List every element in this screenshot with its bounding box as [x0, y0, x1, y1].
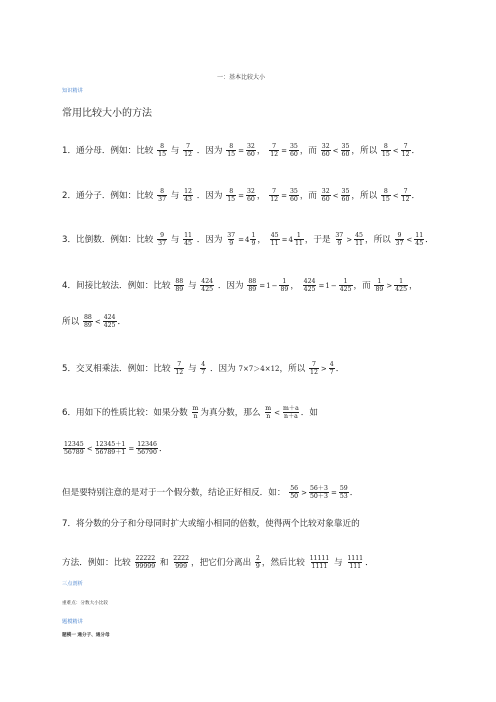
denominator: 9 — [251, 240, 256, 247]
fraction — [346, 555, 364, 570]
fraction — [374, 278, 384, 293]
denominator: 9 — [229, 240, 234, 247]
denominator: 89 — [83, 322, 92, 329]
numerator: 7 — [177, 361, 182, 368]
numerator: 56＋3 — [309, 485, 328, 492]
numerator: 2 — [255, 555, 260, 562]
fraction — [103, 314, 117, 329]
numerator: 56 — [290, 485, 299, 492]
denominator: 43 — [184, 196, 192, 203]
denominator: 15 — [381, 151, 390, 158]
numerator: 7 — [403, 188, 408, 195]
numerator: 9 — [160, 232, 165, 239]
model-1-title: 题模一 通分子、通分母 — [62, 633, 110, 638]
numerator: 37 — [227, 232, 236, 239]
fraction — [246, 188, 256, 203]
denominator: 11 — [294, 240, 303, 247]
method-5-line: 5．交叉相乘法．例如：比较 $\frac{7}{12}$ 与 $\frac{4}{7}$ ．因为 7×7＞4×12，所以 $\frac{7}{12}$ > $\frac{4}{7}$ ． — [62, 361, 345, 376]
denominator: 425 — [201, 286, 214, 293]
fraction — [381, 143, 391, 158]
fraction — [157, 232, 167, 247]
numerator: 11 — [184, 232, 192, 239]
fraction — [270, 232, 280, 247]
numerator: 1 — [296, 232, 301, 239]
numerator: 7 — [272, 188, 277, 195]
fraction — [289, 188, 299, 203]
numerator: 9 — [397, 232, 402, 239]
fraction — [172, 555, 190, 570]
denominator: 7 — [329, 369, 334, 376]
denominator: n — [193, 413, 198, 420]
numerator: 32 — [321, 143, 330, 150]
fraction — [294, 232, 304, 247]
methods-heading: 常用比较大小的方法 — [62, 108, 152, 119]
denominator: 15 — [227, 151, 236, 158]
fraction — [250, 232, 256, 247]
fraction — [339, 485, 349, 500]
denominator: 99999 — [135, 563, 156, 570]
fraction — [309, 555, 331, 570]
numerator: 32 — [246, 188, 255, 195]
numerator: 424 — [303, 278, 316, 285]
numerator: 8 — [383, 188, 388, 195]
numerator: 1111 — [347, 555, 364, 562]
method-4-text: 4．间接比较法．例如：比较 — [62, 281, 171, 291]
denominator: 12 — [401, 151, 410, 158]
fraction — [401, 188, 411, 203]
numerator: 8 — [160, 188, 165, 195]
numerator: 7 — [403, 143, 408, 150]
key-points: 重难点：分数大小比较 — [62, 601, 108, 606]
numerator: 2222 — [173, 555, 190, 562]
method-5-text: 5．交叉相乘法．例如：比较 — [62, 364, 171, 374]
denominator: 60 — [321, 196, 330, 203]
numerator: 7 — [311, 361, 316, 368]
denominator: 56789 — [64, 449, 84, 456]
fraction — [246, 143, 256, 158]
fraction — [289, 485, 299, 500]
fraction — [183, 143, 193, 158]
fraction — [339, 278, 353, 293]
denominator: 15 — [158, 151, 167, 158]
fraction — [341, 188, 351, 203]
method-3-text: 3．比倒数．例如：比较 — [62, 235, 154, 245]
fraction — [157, 143, 167, 158]
because-text: ．因为 — [196, 146, 223, 156]
numerator: 11 — [415, 232, 424, 239]
denominator: 37 — [395, 240, 404, 247]
numerator: 37 — [335, 232, 344, 239]
fraction — [303, 278, 317, 293]
numerator: 7 — [186, 143, 190, 150]
denominator: 1111 — [311, 563, 328, 570]
denominator: 7 — [201, 369, 206, 376]
fraction — [321, 143, 331, 158]
numerator: 1 — [343, 278, 348, 285]
numerator: 88 — [175, 278, 184, 285]
fraction — [282, 405, 300, 420]
denominator: 9 — [337, 240, 342, 247]
numerator: 35 — [289, 188, 298, 195]
numerator: 8 — [160, 143, 165, 150]
numerator: 1 — [399, 278, 404, 285]
fraction — [63, 441, 85, 456]
fraction — [394, 278, 408, 293]
numerator: 424 — [201, 278, 214, 285]
fraction — [192, 405, 200, 420]
fraction — [200, 278, 214, 293]
numerator: 8 — [229, 143, 234, 150]
fraction — [309, 361, 319, 376]
numerator: 1 — [251, 232, 256, 239]
denominator: 56789＋1 — [95, 449, 126, 456]
method-4-conclusion: 所以 $\frac{88}{89}$ < $\frac{424}{425}$ ． — [62, 314, 127, 329]
fraction — [174, 361, 184, 376]
fraction — [269, 143, 279, 158]
note-text: 但是要特别注意的是对于一个假分数，结论正好相反．如： — [62, 488, 286, 498]
method-6-example: $\frac{12345}{56789}$ < $\frac{12345+1}{56789+1}$ = $\frac{12346}{56790}$ ． — [64, 441, 168, 456]
conj-text: 与 — [170, 146, 180, 156]
denominator: n＋a — [283, 413, 298, 420]
denominator: 12 — [175, 369, 184, 376]
denominator: 37 — [158, 240, 167, 247]
denominator: 12 — [310, 369, 318, 376]
numerator: 45 — [270, 232, 279, 239]
numerator: m＋a — [283, 405, 299, 412]
fraction — [157, 188, 167, 203]
denominator: 111 — [349, 563, 362, 570]
numerator: 1 — [282, 278, 287, 285]
method-7-line: 7．将分数的分子和分母同时扩大或缩小相同的倍数，使得两个比较对象靠近的 — [62, 519, 360, 529]
fraction — [226, 188, 236, 203]
numerator: 1 — [377, 278, 382, 285]
fraction — [183, 232, 193, 247]
numerator: 35 — [289, 143, 298, 150]
denominator: 11 — [270, 240, 279, 247]
denominator: 45 — [184, 240, 192, 247]
fraction — [329, 361, 335, 376]
fraction — [414, 232, 424, 247]
denominator: 89 — [375, 286, 384, 293]
numerator: 59 — [339, 485, 348, 492]
numerator: 22222 — [135, 555, 156, 562]
denominator: 89 — [248, 286, 257, 293]
denominator: 12 — [270, 196, 279, 203]
denominator: n — [266, 413, 271, 420]
denominator: 425 — [395, 286, 408, 293]
numerator: 8 — [383, 143, 388, 150]
fraction — [341, 143, 351, 158]
denominator: 425 — [339, 286, 352, 293]
fraction — [183, 188, 193, 203]
denominator: 12 — [401, 196, 410, 203]
fraction — [321, 188, 331, 203]
note-line: 但是要特别注意的是对于一个假分数，结论正好相反．如： $\frac{56}{50}$ > $\frac{56+3}{50+3}$ = $\frac{59}{53}$ ． — [62, 485, 359, 500]
method-7-line-2: 方法．例如：比较 $\frac{22222}{99999}$ 和 $\frac{2222}{999}$ ，把它们分离出 $\frac{2}{9}$ ，然后比较 $\frac{11111}{1111}$ 与 $\frac{1111}{111}$ ． — [62, 555, 374, 570]
fraction — [136, 441, 158, 456]
numerator: 424 — [103, 314, 116, 321]
numerator: 45 — [355, 232, 363, 239]
denominator: 15 — [227, 196, 236, 203]
method-3-line: 3．比倒数．例如：比较 $\frac{9}{37}$ 与 $\frac{11}{45}$ ．因为 $\frac{37}{9}$ =4 $\frac{1}{9}$ ， $\frac{45}{11}$ =4 $\frac{1}{11}$ ，于是 $\frac{37}{9}$ > $\frac{45}{11}$ ，所以 $\frac{9}{37}$ < $\frac{11}{45}$ ． — [62, 232, 434, 247]
numerator: 12345 — [64, 441, 84, 448]
denominator: 60 — [289, 151, 298, 158]
denominator: 60 — [246, 151, 255, 158]
numerator: 35 — [341, 143, 350, 150]
numerator: 35 — [341, 188, 350, 195]
denominator: 89 — [175, 286, 184, 293]
denominator: 425 — [103, 322, 116, 329]
numerator: m — [265, 405, 272, 412]
denominator: 60 — [321, 151, 330, 158]
denominator: 53 — [339, 493, 348, 500]
fraction — [226, 143, 236, 158]
denominator: 50 — [290, 493, 299, 500]
denominator: 15 — [381, 196, 390, 203]
fraction — [226, 232, 236, 247]
fraction — [174, 278, 184, 293]
method-6-line: 6．用如下的性质比较：如果分数 $\frac{m}{n}$ 为真分数，那么 $\frac{m}{n}$ < $\frac{m+a}{n+a}$ ．如 — [62, 405, 318, 420]
numerator: 12345＋1 — [95, 441, 126, 448]
denominator: 56790 — [137, 449, 157, 456]
denominator: 37 — [158, 196, 167, 203]
denominator: 425 — [303, 286, 316, 293]
numerator: 88 — [248, 278, 257, 285]
fraction — [264, 405, 272, 420]
denominator: 60 — [341, 196, 350, 203]
fraction — [200, 361, 206, 376]
denominator: 45 — [415, 240, 424, 247]
fraction — [255, 555, 261, 570]
method-2-text: 2．通分子．例如：比较 — [62, 191, 154, 201]
numerator: 88 — [83, 314, 92, 321]
method-2-line: 2．通分子．例如：比较 $\frac{8}{37}$ 与 $\frac{12}{43}$ ．因为 $\frac{8}{15}$ = $\frac{32}{60}$ ， $\frac{7}{12}$ = $\frac{35}{60}$ ，而 $\frac{32}{60}$ < $\frac{35}{60}$ ，所以 $\frac{8}{15}$ < $\frac{7}{12}$ ． — [62, 188, 421, 203]
denominator: 89 — [280, 286, 289, 293]
fraction — [247, 278, 257, 293]
fraction — [395, 232, 405, 247]
denominator: 999 — [175, 563, 188, 570]
numerator: m — [192, 405, 199, 412]
denominator: 60 — [341, 151, 350, 158]
denominator: 11 — [355, 240, 363, 247]
numerator: 12 — [184, 188, 192, 195]
denominator: 60 — [289, 196, 298, 203]
denominator: 12 — [184, 151, 192, 158]
numerator: 32 — [246, 143, 255, 150]
section-explain: 三点剖析 — [62, 581, 83, 587]
fraction — [354, 232, 364, 247]
section-examples: 题模精讲 — [62, 619, 83, 625]
numerator: 11111 — [309, 555, 330, 562]
method-1-line: 1．通分母．例如：比较 $\frac{8}{15}$ 与 $\frac{7}{12}$ ．因为 $\frac{8}{15}$ = $\frac{32}{60}$ ， $\frac{7}{12}$ = $\frac{35}{60}$ ，而 $\frac{32}{60}$ < $\frac{35}{60}$ ，所以 $\frac{8}{15}$ < $\frac{7}{12}$ ． — [62, 143, 421, 158]
method-4-line: 4．间接比较法．例如：比较 $\frac{88}{89}$ 与 $\frac{424}{425}$ ．因为 $\frac{88}{89}$ =1− $\frac{1}{89}$ ， $\frac{424}{425}$ =1− $\frac{1}{425}$ ，而 $\frac{1}{89}$ > $\frac{1}{425}$ ， — [62, 278, 418, 293]
fraction — [95, 441, 127, 456]
method-6-text: 6．用如下的性质比较：如果分数 — [62, 408, 188, 418]
fraction — [269, 188, 279, 203]
denominator: 60 — [246, 196, 255, 203]
fraction — [289, 143, 299, 158]
numerator: 32 — [321, 188, 330, 195]
denominator: 50＋3 — [309, 493, 328, 500]
method-1-text: 1．通分母．例如：比较 — [62, 146, 154, 156]
section-knowledge: 知识精讲 — [62, 88, 83, 94]
numerator: 4 — [201, 361, 206, 368]
numerator: 4 — [329, 361, 334, 368]
denominator: 9 — [255, 563, 260, 570]
fraction — [334, 232, 344, 247]
fraction — [83, 314, 93, 329]
fraction — [135, 555, 157, 570]
numerator: 8 — [229, 188, 234, 195]
numerator: 12346 — [137, 441, 157, 448]
numerator: 7 — [272, 143, 277, 150]
fraction — [309, 485, 329, 500]
fraction — [279, 278, 289, 293]
fraction — [381, 188, 391, 203]
fraction — [401, 143, 411, 158]
page-title: 一：基本比较大小 — [217, 74, 266, 81]
denominator: 12 — [270, 151, 279, 158]
